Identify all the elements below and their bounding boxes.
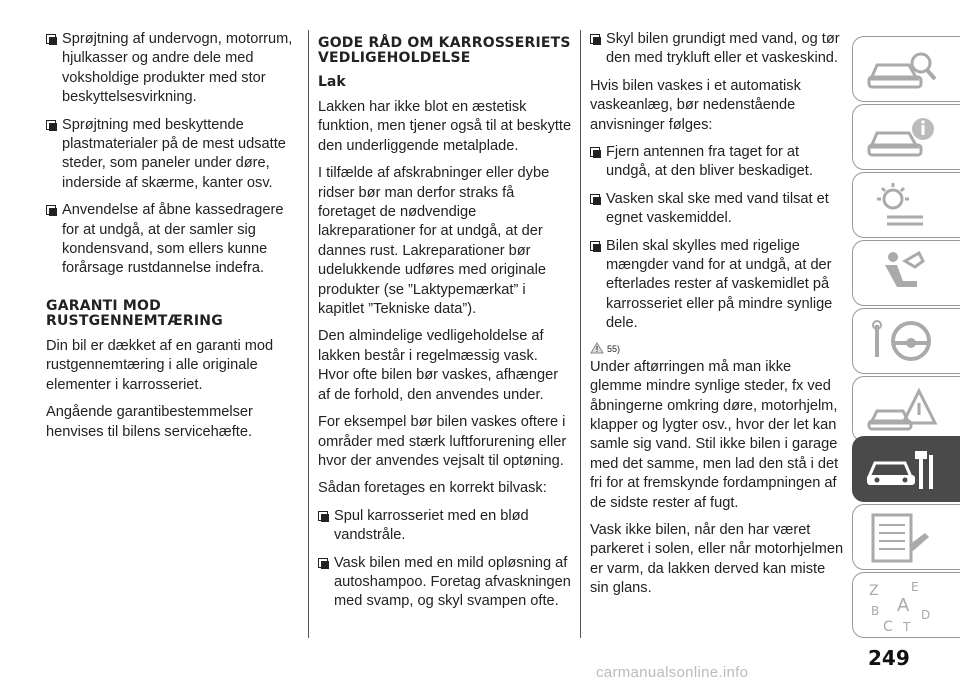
index-letter: Z (869, 583, 879, 599)
paragraph: Sådan foretages en korrekt bilvask: (318, 480, 547, 497)
list-item: Anvendelse af åbne kassedragere for at undgå, at der samler sig kondensvand, som ellers kunne forårsage rustdannelse indefra. (46, 201, 298, 279)
checkbox-bullet-icon (590, 241, 600, 251)
page-number: 249 (868, 646, 910, 670)
dashboard-lights-icon (863, 179, 943, 233)
seat-airbag-icon (863, 247, 943, 301)
list-item: Fjern antennen fra taget for at undgå, at den bliver beskadiget. (590, 143, 845, 182)
paragraph: Under aftørringen må man ikke glemme mindre synlige steder, fx ved åbningerne omkring døre, motorhjelm, klapper og lygter osv., hvor der let kan samle sig vand. Stil ikke bilen i garage med det samme, men lad den stå i det fri for at fremskynde fordampningen af de sidste rester af fugt. (590, 358, 839, 511)
tab-alphabet-index[interactable] (852, 572, 960, 638)
tab-warning-triangle-car[interactable] (852, 376, 960, 442)
list-item: Sprøjtning med beskyttende plastmaterialer på de mest udsatte steder, som paneler under døre, inderside af skærme, kanter osv. (46, 116, 298, 194)
alphabet-index-icon (863, 579, 943, 633)
column-1 (46, 30, 298, 450)
index-letter: B (871, 604, 880, 618)
tab-car-magnifier[interactable] (852, 36, 960, 102)
steering-wheel-icon (863, 315, 943, 369)
index-letter: E (911, 580, 919, 594)
checkbox-bullet-icon (46, 205, 56, 215)
checkbox-bullet-icon (46, 34, 56, 44)
section-heading-maintenance: GODE RÅD OM KARROSSERIETS VEDLIGEHOLDELSE (318, 35, 571, 66)
list-item: Spul karrosseriet med en blød vandstråle. (318, 507, 572, 546)
paragraph: Den almindelige vedligeholdelse af lakken består i regelmæssig vask. Hvor ofte bilen bør vaskes, afhænger af de forhold, den anvendes under. (318, 328, 559, 403)
section-heading-warranty: GARANTI MOD RUSTGENNEMTÆRING (46, 297, 223, 329)
warning-reference (590, 342, 845, 354)
watermark: carmanualsonline.info (596, 664, 749, 681)
paragraph: Hvis bilen vaskes i et automatisk vaskeanlæg, bør nedenstående anvisninger følges: (590, 77, 801, 133)
paragraph: I tilfælde af afskrabninger eller dybe ridser bør man derfor straks få foretaget de nødvendige lakreparationer for at undgå, at der dannes rust. Lakreparationer bør udelukkende udføres med originale produkter (se ”Laktypemærkat” i kapitlet ”Tekniske data”). (318, 165, 550, 318)
column-3 (590, 30, 845, 607)
chapter-tabs (852, 0, 960, 686)
warning-ref-number: 55) (607, 343, 621, 354)
paragraph: For eksempel bør bilen vaskes oftere i områder med stærk luftforurening eller hvor der anvendes vejsalt til optøning. (318, 414, 567, 469)
car-magnifier-icon (863, 43, 943, 97)
warning-triangle-icon (590, 342, 604, 354)
list-item: Vasken skal ske med vand tilsat et egnet vaskemiddel. (590, 190, 845, 229)
checkbox-bullet-icon (590, 194, 600, 204)
checkbox-bullet-icon (590, 34, 600, 44)
index-letter: C (883, 619, 893, 633)
paragraph: Lakken har ikke blot en æstetisk funktion, men tjener også til at beskytte den underliggende metalplade. (318, 99, 572, 154)
tab-dashboard-lights[interactable] (852, 172, 960, 238)
tab-car-info[interactable] (852, 104, 960, 170)
paragraph: Angående garantibestemmelser henvises til bilens servicehæfte. (46, 404, 253, 440)
tab-specs-list[interactable] (852, 504, 960, 570)
column-divider (308, 30, 309, 638)
checkbox-bullet-icon (318, 511, 328, 521)
paragraph: Din bil er dækket af en garanti mod rustgennemtæring i alle originale elementer i karrosseriet. (46, 337, 274, 393)
column-2 (318, 30, 572, 620)
warning-triangle-car-icon (863, 383, 943, 437)
car-info-icon (863, 111, 943, 165)
checkbox-bullet-icon (590, 147, 600, 157)
checkbox-bullet-icon (46, 120, 56, 130)
list-item: Vask bilen med en mild opløsning af autoshampoo. Foretag afvaskningen med svamp, og skyl svampen ofte. (318, 554, 572, 612)
tab-car-wrench[interactable] (852, 436, 960, 502)
list-item: Skyl bilen grundigt med vand, og tør den med trykluft eller et vaskeskind. (590, 30, 845, 69)
list-item: Sprøjtning af undervogn, motorrum, hjulkasser og andre dele med voksholdige produkter med stor beskyttelsesvirkning. (46, 30, 298, 108)
tab-steering-wheel[interactable] (852, 308, 960, 374)
index-letter: D (921, 608, 931, 622)
checkbox-bullet-icon (318, 558, 328, 568)
specs-list-icon (863, 511, 943, 565)
subheading-paint: Lak (318, 74, 346, 90)
column-divider (580, 30, 581, 638)
tab-seat-airbag[interactable] (852, 240, 960, 306)
list-item: Bilen skal skylles med rigelige mængder vand for at undgå, at der efterlades rester af vaskemidlet på karrosseriet eller på mindre synlige dele. (590, 237, 845, 334)
paragraph: Vask ikke bilen, når den har været parkeret i solen, eller når motorhjelmen er varm, da lakken derved kan miste sin glans. (590, 521, 844, 597)
index-letter: T (903, 620, 911, 633)
car-wrench-icon (863, 443, 943, 497)
index-letter: A (897, 595, 910, 616)
